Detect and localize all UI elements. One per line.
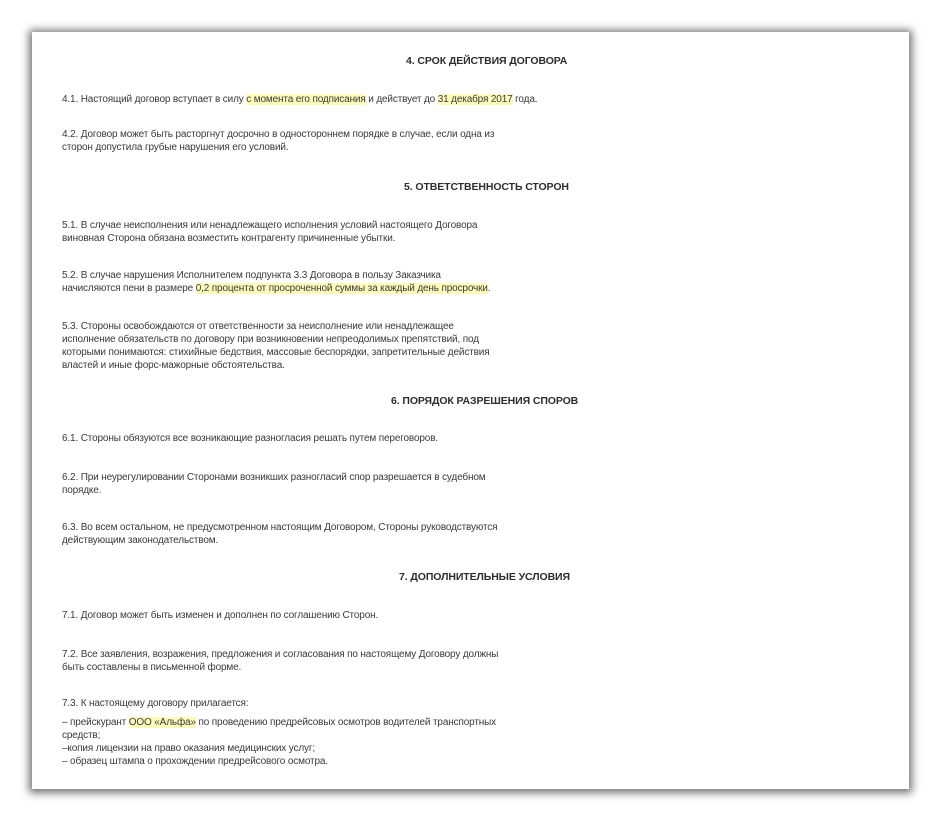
attachment-item: – образец штампа о прохождении предрейсового осмотра. xyxy=(62,756,328,767)
clause-7-3-line-1: 7.3. К настоящему договору прилагается: xyxy=(62,698,249,709)
clause-6-3-line-2: действующим законодательством. xyxy=(62,535,219,546)
clause-4-1-text-3: года. xyxy=(512,94,538,105)
clause-5-3-line-1: 5.3. Стороны освобождаются от ответственности за неисполнение или ненадлежащее xyxy=(62,321,454,332)
clause-5-3-line-2: исполнение обязательств по договору при возникновении непреодолимых препятствий, под xyxy=(62,334,479,345)
clause-4-1 xyxy=(62,93,537,106)
clause-7-3 xyxy=(62,697,248,710)
clause-7-1 xyxy=(62,609,378,622)
clause-5-2-text: начисляются пени в размере xyxy=(62,283,196,294)
attachment-item xyxy=(62,716,496,729)
clause-5-3 xyxy=(62,320,489,372)
section-4-heading: 4. СРОК ДЕЙСТВИЯ ДОГОВОРА xyxy=(406,55,568,67)
clause-5-1-line-1: 5.1. В случае неисполнения или ненадлежащего исполнения условий настоящего Договора xyxy=(62,220,478,231)
attachment-1-text-2: по проведению предрейсовых осмотров водителей транспортных xyxy=(195,717,497,728)
clause-4-2-line-1: 4.2. Договор может быть расторгнут досрочно в одностороннем порядке в случае, если одна из xyxy=(62,129,495,140)
document-page xyxy=(32,32,909,789)
clause-6-1-line-1: 6.1. Стороны обязуются все возникающие разногласия решать путем переговоров. xyxy=(62,433,439,444)
highlight-end-date: 31 декабря 2017 xyxy=(437,94,513,105)
clause-6-2-line-1: 6.2. При неурегулировании Сторонами возникших разногласий спор разрешается в судебном xyxy=(62,472,486,483)
clause-4-2 xyxy=(62,128,494,154)
clause-4-1-text-2: и действует до xyxy=(365,94,438,105)
attachment-1-text: – прейскурант xyxy=(62,717,129,728)
section-7-heading: 7. ДОПОЛНИТЕЛЬНЫЕ УСЛОВИЯ xyxy=(399,571,570,583)
clause-5-1-line-2: виновная Сторона обязана возместить контрагенту причиненные убытки. xyxy=(62,233,396,244)
attachments-list xyxy=(62,716,496,768)
clause-4-1-text: 4.1. Настоящий договор вступает в силу xyxy=(62,94,247,105)
clause-5-1 xyxy=(62,219,477,245)
highlight-company-name: ООО «Альфа» xyxy=(128,717,196,728)
clause-5-2-period: . xyxy=(487,283,491,294)
clause-6-2 xyxy=(62,471,486,497)
section-6-heading: 6. ПОРЯДОК РАЗРЕШЕНИЯ СПОРОВ xyxy=(391,395,579,407)
clause-6-3-line-1: 6.3. Во всем остальном, не предусмотренном настоящим Договором, Стороны руководствуются xyxy=(62,522,498,533)
clause-4-2-line-2: сторон допустила грубые нарушения его условий. xyxy=(62,142,289,153)
clause-6-2-line-2: порядке. xyxy=(62,485,102,496)
highlight-start-date: с момента его подписания xyxy=(246,94,366,105)
clause-7-2 xyxy=(62,648,498,674)
clause-5-2-line-1: 5.2. В случае нарушения Исполнителем подпункта 3.3 Договора в пользу Заказчика xyxy=(62,270,441,281)
section-5-heading: 5. ОТВЕТСТВЕННОСТЬ СТОРОН xyxy=(404,181,569,193)
clause-5-3-line-4: властей и иные форс-мажорные обстоятельства. xyxy=(62,360,285,371)
clause-7-2-line-2: быть составлены в письменной форме. xyxy=(62,662,242,673)
attachment-item: –копия лицензии на право оказания медицинских услуг; xyxy=(62,743,316,754)
clause-7-1-line-1: 7.1. Договор может быть изменен и дополнен по соглашению Сторон. xyxy=(62,610,379,621)
clause-7-2-line-1: 7.2. Все заявления, возражения, предложения и согласования по настоящему Договору должны xyxy=(62,649,499,660)
clause-5-2-line-2 xyxy=(62,282,490,295)
clause-5-3-line-3: которыми понимаются: стихийные бедствия, массовые беспорядки, запретительные действия xyxy=(62,347,490,358)
clause-6-3 xyxy=(62,521,497,547)
attachment-1-continuation: средств; xyxy=(62,730,101,741)
clause-5-2 xyxy=(62,269,490,295)
clause-6-1 xyxy=(62,432,438,445)
highlight-penalty-rate: 0,2 процента от просроченной суммы за каждый день просрочки xyxy=(195,283,488,294)
